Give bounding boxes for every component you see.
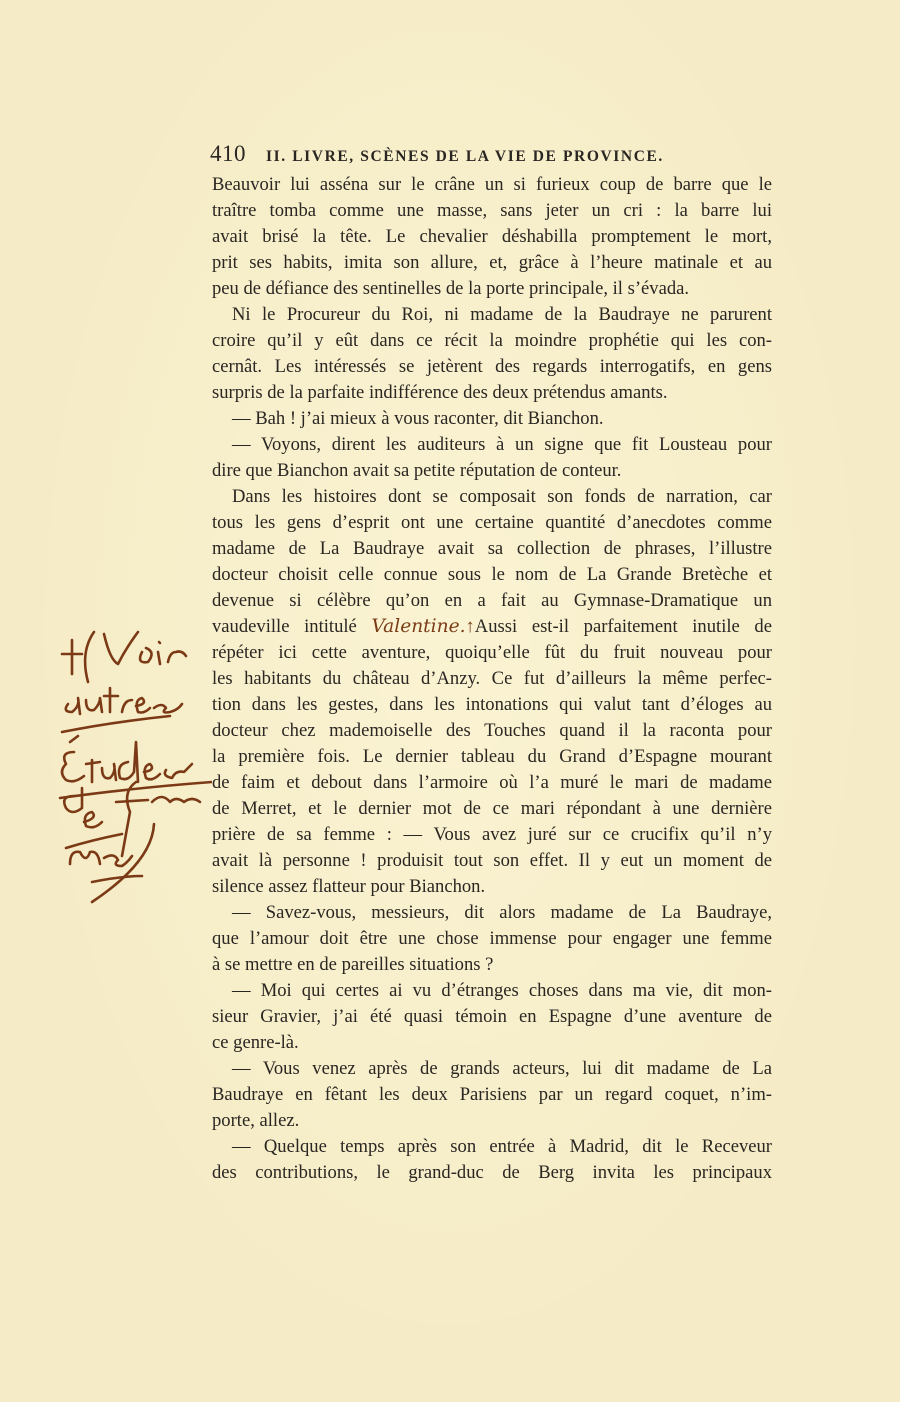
text-line: que l’amour doit être une chose immense pour engager une femme [212,928,772,949]
text-line: madame de La Baudraye avait sa collection de phrases, l’illustre [212,538,772,559]
text-line-annotated [212,614,772,640]
text-line: sieur Gravier, j’ai été quasi témoin en Espagne d’une aventure de [212,1006,772,1027]
text-line: ce genre-là. [212,1032,299,1053]
text-line: la première fois. Le dernier tableau du Grand d’Espagne mourant [212,746,772,767]
text-line: docteur chez mademoiselle des Touches quand il la raconta pour [212,720,772,741]
text-line: — Voyons, dirent les auditeurs à un signe que fit Lousteau pour [232,434,772,455]
text-fragment: vaudeville intitulé [212,616,357,637]
body-text [212,172,772,1186]
text-line: — Vous venez après de grands acteurs, lui dit madame de La [232,1058,772,1079]
text-line: à se mettre en de pareilles situations ? [212,954,494,975]
text-line: tous les gens d’esprit ont une certaine quantité d’anecdotes comme [212,512,772,533]
text-line: Baudraye en fêtant les deux Parisiens par un regard coquet, n’im- [212,1084,772,1105]
text-line: porte, allez. [212,1110,300,1131]
handwritten-margin-note [52,612,212,912]
text-line: croire qu’il y eût dans ce récit la moindre prophétie qui les con- [212,330,772,351]
text-line: Beauvoir lui asséna sur le crâne un si furieux coup de barre que le [212,174,772,195]
text-line: cernât. Les intéressés se jetèrent des regards interrogatifs, en gens [212,356,772,377]
page-header [210,141,776,169]
insertion-mark-icon: ↑ [465,616,475,637]
text-line: surpris de la parfaite indifférence des deux prétendus amants. [212,382,668,403]
text-line: avait là personne ! produisit tout son effet. Il y eut un moment de [212,850,772,871]
text-line: répéter ici cette aventure, quoiqu’elle fût du fruit nouveau pour [212,642,772,663]
text-line: peu de défiance des sentinelles de la porte principale, il s’évada. [212,278,690,299]
text-line: docteur choisit celle connue sous le nom de La Grande Bretèche et [212,564,772,585]
text-line: — Quelque temps après son entrée à Madrid, dit le Receveur [232,1136,772,1157]
text-line: avait brisé la tête. Le chevalier déshabilla promptement le mort, [212,226,772,247]
text-line: Ni le Procureur du Roi, ni madame de la Baudraye ne parurent [232,304,772,325]
text-line: — Bah ! j’ai mieux à vous raconter, dit Bianchon. [232,408,604,429]
text-fragment: Aussi est-il parfaitement inutile de [474,616,772,637]
running-head: II. LIVRE, SCÈNES DE LA VIE DE PROVINCE. [266,148,664,165]
text-line: — Moi qui certes ai vu d’étranges choses dans ma vie, dit mon- [232,980,772,1001]
text-line: de Merret, et le dernier mot de ce mari répondant à une dernière [212,798,772,819]
text-line: prit ses habits, imita son allure, et, grâce à l’heure matinale et au [212,252,772,273]
text-line: traître tomba comme une masse, sans jeter un cri : la barre lui [212,200,772,221]
text-line: devenue si célèbre qu’on en a fait au Gymnase-Dramatique un [212,590,772,611]
text-line: tion dans les gestes, dans les intonations qui valut tant d’éloges au [212,694,772,715]
text-line: — Savez-vous, messieurs, dit alors madame de La Baudraye, [232,902,772,923]
text-line: des contributions, le grand-duc de Berg invita les principaux [212,1162,772,1183]
text-line: de faim et debout dans l’armoire où l’a muré le mari de madame [212,772,772,793]
text-line: les habitants du château d’Anzy. Ce fut d’ailleurs la même perfec- [212,668,772,689]
page-number: 410 [210,141,246,166]
text-line: prière de sa femme : — Vous avez juré sur ce crucifix qu’il n’y [212,824,772,845]
handwritten-insertion: Valentine. [371,616,466,637]
text-line: silence assez flatteur pour Bianchon. [212,876,486,897]
text-line: Dans les histoires dont se composait son fonds de narration, car [232,486,772,507]
text-line: dire que Bianchon avait sa petite réputation de conteur. [212,460,622,481]
